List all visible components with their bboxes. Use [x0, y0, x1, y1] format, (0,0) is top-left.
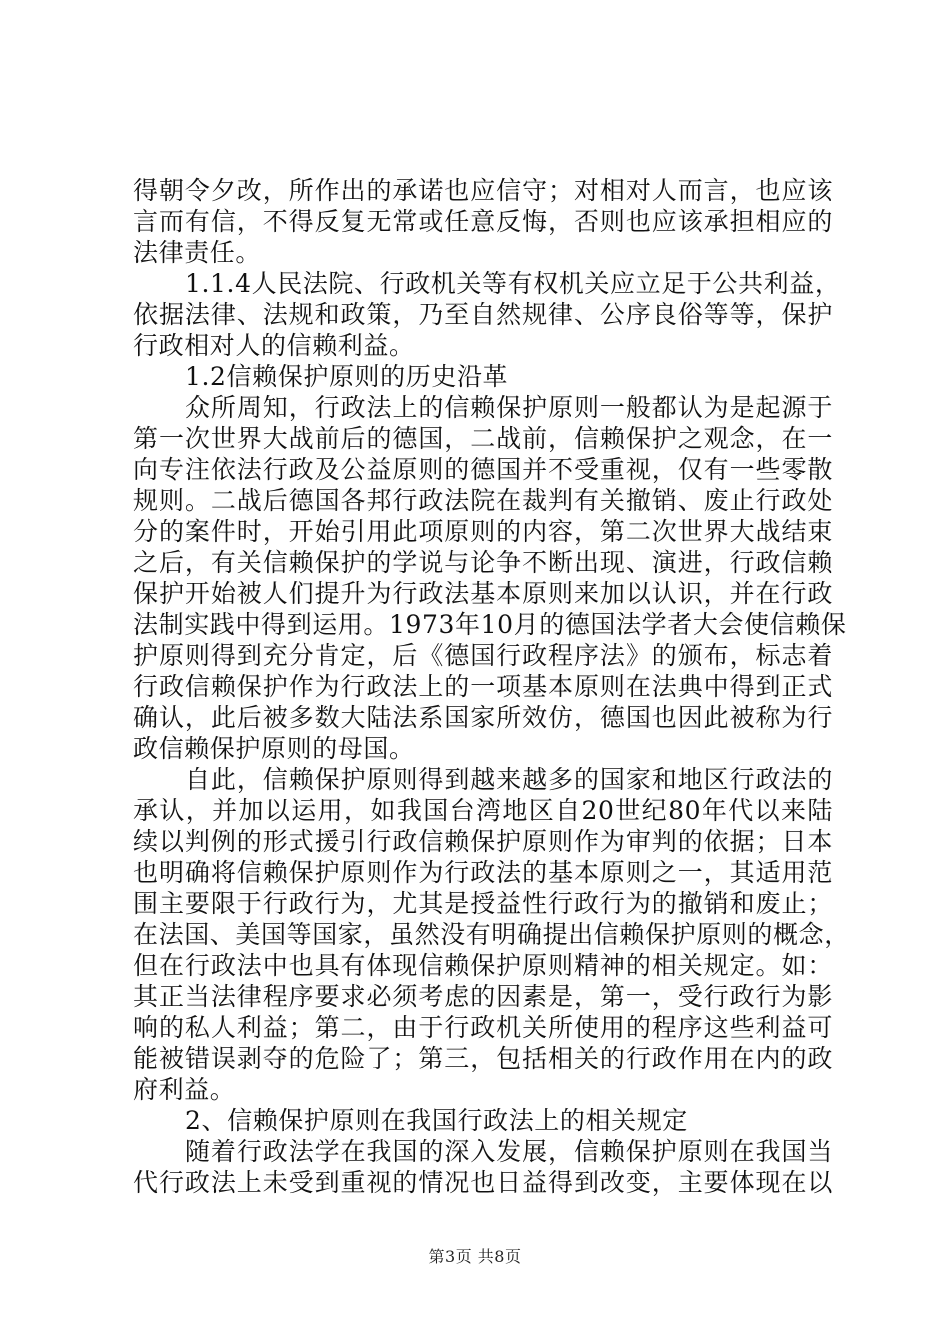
text-line: 第一次世界大战前后的德国，二战前，信赖保护之观念，在一	[133, 424, 833, 453]
text-line: 续以判例的形式援引行政信赖保护原则作为审判的依据；日本	[133, 827, 833, 856]
text-line: 众所周知，行政法上的信赖保护原则一般都认为是起源于	[185, 393, 833, 422]
text-line: 2、信赖保护原则在我国行政法上的相关规定	[185, 1106, 688, 1135]
text-line: 政信赖保护原则的母国。	[133, 734, 415, 763]
text-line: 行政信赖保护作为行政法上的一项基本原则在法典中得到正式	[133, 672, 833, 701]
text-line: 行政相对人的信赖利益。	[133, 331, 415, 360]
text-line: 1.2信赖保护原则的历史沿革	[185, 362, 509, 391]
text-line: 府利益。	[133, 1075, 236, 1104]
text-line: 确认，此后被多数大陆法系国家所效仿，德国也因此被称为行	[133, 703, 833, 732]
text-line: 之后，有关信赖保护的学说与论争不断出现、演进，行政信赖	[133, 548, 833, 577]
text-line: 言而有信，不得反复无常或任意反悔，否则也应该承担相应的	[133, 207, 833, 236]
text-line: 依据法律、法规和政策，乃至自然规律、公序良俗等等，保护	[133, 300, 833, 329]
text-line: 也明确将信赖保护原则作为行政法的基本原则之一，其适用范	[133, 858, 833, 887]
text-line: 得朝令夕改，所作出的承诺也应信守；对相对人而言，也应该	[133, 176, 833, 205]
text-line: 承认，并加以运用，如我国台湾地区自20世纪80年代以来陆	[133, 796, 833, 825]
page-footer: 第3页 共8页	[428, 1247, 522, 1266]
text-line: 自此，信赖保护原则得到越来越多的国家和地区行政法的	[185, 765, 833, 794]
text-line: 能被错误剥夺的危险了；第三，包括相关的行政作用在内的政	[133, 1044, 833, 1073]
text-line: 但在行政法中也具有体现信赖保护原则精神的相关规定。如：	[133, 951, 833, 980]
text-line: 其正当法律程序要求必须考虑的因素是，第一，受行政行为影	[133, 982, 833, 1011]
text-line: 代行政法上未受到重视的情况也日益得到改变，主要体现在以	[133, 1168, 833, 1197]
text-line: 保护开始被人们提升为行政法基本原则来加以认识，并在行政	[133, 579, 833, 608]
text-line: 向专注依法行政及公益原则的德国并不受重视，仅有一些零散	[133, 455, 833, 484]
text-line: 响的私人利益；第二，由于行政机关所使用的程序这些利益可	[133, 1013, 833, 1042]
text-line: 分的案件时，开始引用此项原则的内容，第二次世界大战结束	[133, 517, 833, 546]
document-body	[133, 175, 850, 1198]
text-line: 围主要限于行政行为，尤其是授益性行政行为的撤销和废止；	[133, 889, 833, 918]
text-line: 法制实践中得到运用。1973年10月的德国法学者大会使信赖保	[133, 610, 847, 639]
text-line: 法律责任。	[133, 238, 262, 267]
text-line: 护原则得到充分肯定，后《德国行政程序法》的颁布，标志着	[133, 641, 833, 670]
text-line: 随着行政法学在我国的深入发展，信赖保护原则在我国当	[185, 1137, 833, 1166]
text-line: 规则。二战后德国各邦行政法院在裁判有关撤销、废止行政处	[133, 486, 833, 515]
text-line: 在法国、美国等国家，虽然没有明确提出信赖保护原则的概念，	[133, 920, 850, 949]
text-line: 1.1.4人民法院、行政机关等有权机关应立足于公共利益，	[185, 269, 841, 298]
